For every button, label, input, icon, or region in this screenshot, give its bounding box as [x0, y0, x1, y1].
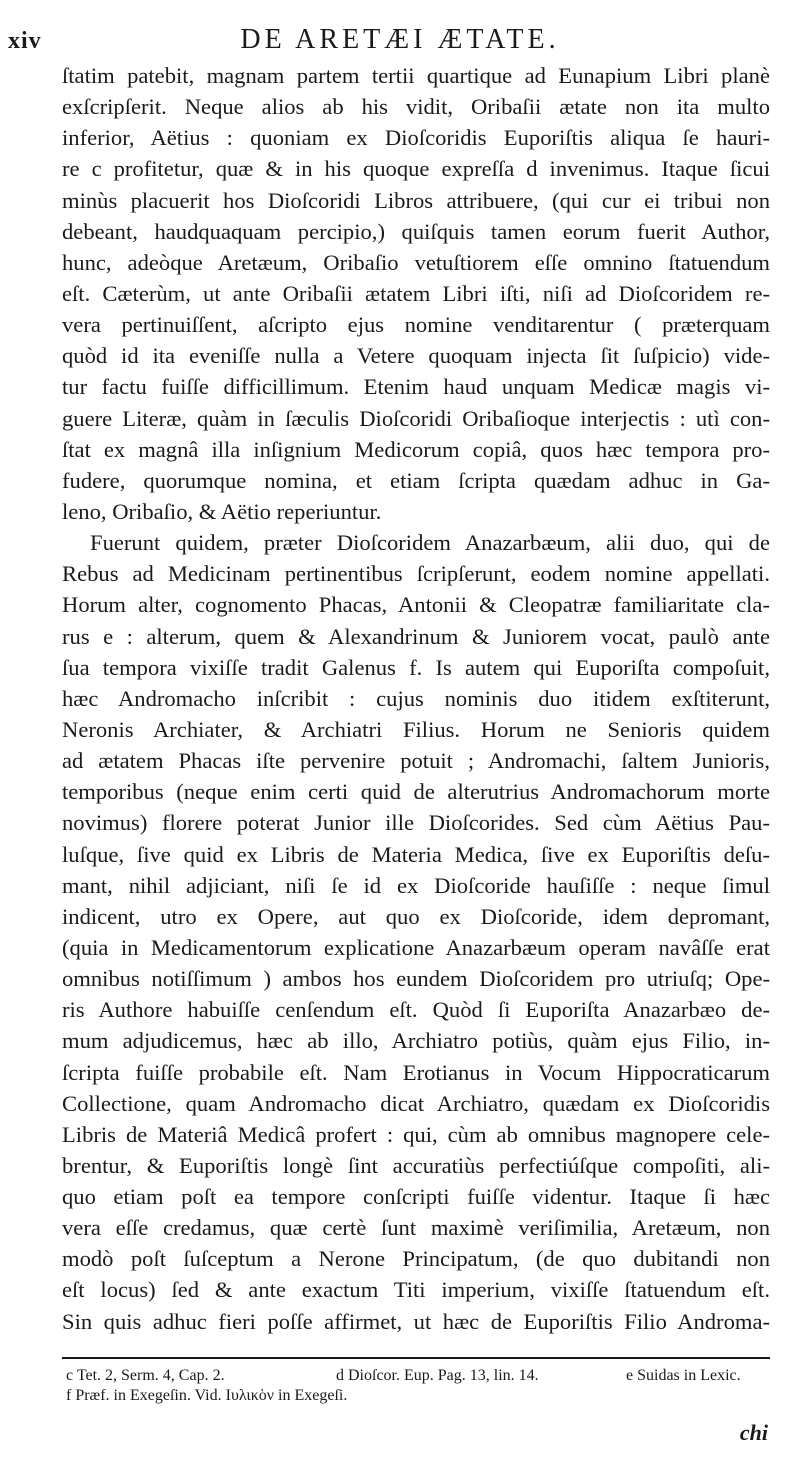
- text-line: re c profitetur, quæ & in his quoque expreſſa d invenimus. Itaque ſicui: [62, 156, 770, 182]
- footnote-e: e Suidas in Lexic.: [626, 1367, 741, 1384]
- text-line: leno, Oribaſio, & Aëtio reperiuntur.: [62, 498, 382, 524]
- text-line: exſcripſerit. Neque alios ab his vidit, Oribaſii ætate non ita multo: [62, 94, 770, 120]
- text-line: Libris de Materiâ Medicâ profert : qui, cùm ab omnibus magnopere cele-: [62, 1121, 770, 1147]
- text-line: minùs placuerit hos Dioſcoridi Libros attribuere, (qui cur ei tribui non: [62, 187, 770, 213]
- text-line: ſtatim patebit, magnam partem tertii quartique ad Eunapium Libri planè: [62, 63, 770, 88]
- text-line: temporibus (neque enim certi quid de alterutrius Andromachorum morte: [62, 779, 770, 805]
- text-line: brentur, & Euporiſtis longè ſint accuratiùs perfectiúſque compoſiti, ali-: [62, 1152, 770, 1178]
- text-line: (quia in Medicamentorum explicatione Anazarbæum operam navâſſe erat: [62, 934, 770, 960]
- text-line: ris Authore habuiſſe cenſendum eſt. Quòd ſi Euporiſta Anazarbæo de-: [62, 997, 770, 1023]
- text-line: quòd id ita eveniſſe nulla a Vetere quoquam injecta ſit ſuſpicio) vide-: [62, 343, 770, 369]
- text-line: Horum alter, cognomento Phacas, Antonii & Cleopatræ familiaritate cla-: [62, 592, 770, 618]
- text-line: Sin quis adhuc fieri poſſe affirmet, ut hæc de Euporiſtis Filio Androma-: [62, 1308, 770, 1334]
- main-text: [62, 60, 770, 1337]
- text-line: ſtat ex magnâ illa inſignium Medicorum copiâ, quos hæc tempora pro-: [62, 436, 770, 462]
- text-line: vera pertinuiſſent, aſcripto ejus nomine venditarentur ( præterquam: [62, 312, 770, 338]
- text-line: tur factu fuiſſe difficillimum. Etenim haud unquam Medicæ magis vi-: [62, 374, 770, 400]
- running-title: DE ARETÆI ÆTATE.: [240, 24, 560, 55]
- text-line: quo etiam poſt ea tempore conſcripti fuiſſe videntur. Itaque ſi hæc: [62, 1184, 770, 1210]
- text-line: eſt locus) ſed & ante exactum Titi imperium, vixiſſe ſtatuendum eſt.: [62, 1277, 770, 1303]
- footnote-f: f Præf. in Exegeſin. Vid. Ιυλικὸν in Exegeſi.: [66, 1387, 348, 1404]
- text-line: hunc, adeòque Aretæum, Oribaſio vetuſtiorem eſſe omnino ſtatuendum: [62, 249, 770, 275]
- footnote-row: [66, 1366, 770, 1386]
- text-line: guere Literæ, quàm in ſæculis Dioſcoridi Oribaſioque interjectis : utì con-: [62, 405, 770, 431]
- text-line: ſcripta fuiſſe probabile eſt. Nam Erotianus in Vocum Hippocraticarum: [62, 1059, 770, 1085]
- page-number: xiv: [8, 28, 42, 54]
- text-line: modò poſt ſuſceptum a Nerone Principatum, (de quo dubitandi non: [62, 1246, 770, 1272]
- text-line: luſque, ſive quid ex Libris de Materia Medica, ſive ex Euporiſtis deſu-: [62, 841, 770, 867]
- text-line: Collectione, quam Andromacho dicat Archiatro, quædam ex Dioſcoridis: [62, 1090, 770, 1116]
- text-line: rus e : alterum, quem & Alexandrinum & Juniorem vocat, paulò ante: [62, 623, 770, 649]
- footnote-c: c Tet. 2, Serm. 4, Cap. 2.: [66, 1367, 225, 1384]
- text-line: debeant, haudquaquam percipio,) quiſquis tamen eorum fuerit Author,: [62, 218, 770, 244]
- text-line: omnibus notiſſimum ) ambos hos eundem Dioſcoridem pro utriuſq; Ope-: [62, 966, 770, 992]
- text-line: indicent, utro ex Opere, aut quo ex Dioſcoride, idem depromant,: [62, 903, 770, 929]
- text-line: inferior, Aëtius : quoniam ex Dioſcoridis Euporiſtis aliqua ſe hauri-: [62, 125, 770, 151]
- text-line: mum adjudicemus, hæc ab illo, Archiatro potiùs, quàm ejus Filio, in-: [62, 1028, 770, 1054]
- text-line: eſt. Cæterùm, ut ante Oribaſii ætatem Libri iſti, niſi ad Dioſcoridem re-: [62, 280, 770, 306]
- text-line: vera eſſe credamus, quæ certè ſunt maximè veriſimilia, Aretæum, non: [62, 1215, 770, 1241]
- text-line: Fuerunt quidem, præter Dioſcoridem Anazarbæum, alii duo, qui de: [90, 530, 770, 556]
- text-line: mant, nihil adjiciant, niſi ſe id ex Dioſcoride hauſiſſe : neque ſimul: [62, 872, 770, 898]
- text-line: novimus) florere poterat Junior ille Dioſcorides. Sed cùm Aëtius Pau-: [62, 810, 770, 836]
- catchword: chi: [739, 1420, 768, 1445]
- text-line: ad ætatem Phacas iſte pervenire potuit ; Andromachi, ſaltem Junioris,: [62, 748, 770, 774]
- text-line: Rebus ad Medicinam pertinentibus ſcripſerunt, eodem nomine appellati.: [62, 561, 770, 587]
- footnote-d: d Dioſcor. Eup. Pag. 13, lin. 14.: [336, 1367, 539, 1384]
- footnote-divider: [62, 1357, 770, 1359]
- text-line: hæc Andromacho inſcribit : cujus nominis duo itidem exſtiterunt,: [62, 685, 770, 711]
- footnotes: [66, 1366, 770, 1406]
- text-line: Neronis Archiater, & Archiatri Filius. Horum ne Senioris quidem: [62, 716, 770, 742]
- footnote-row: [66, 1386, 770, 1406]
- page-header: [0, 20, 800, 60]
- text-line: fudere, quorumque nomina, et etiam ſcripta quædam adhuc in Ga-: [62, 467, 770, 493]
- text-line: ſua tempora vixiſſe tradit Galenus f. Is autem qui Euporiſta compoſuit,: [62, 654, 770, 680]
